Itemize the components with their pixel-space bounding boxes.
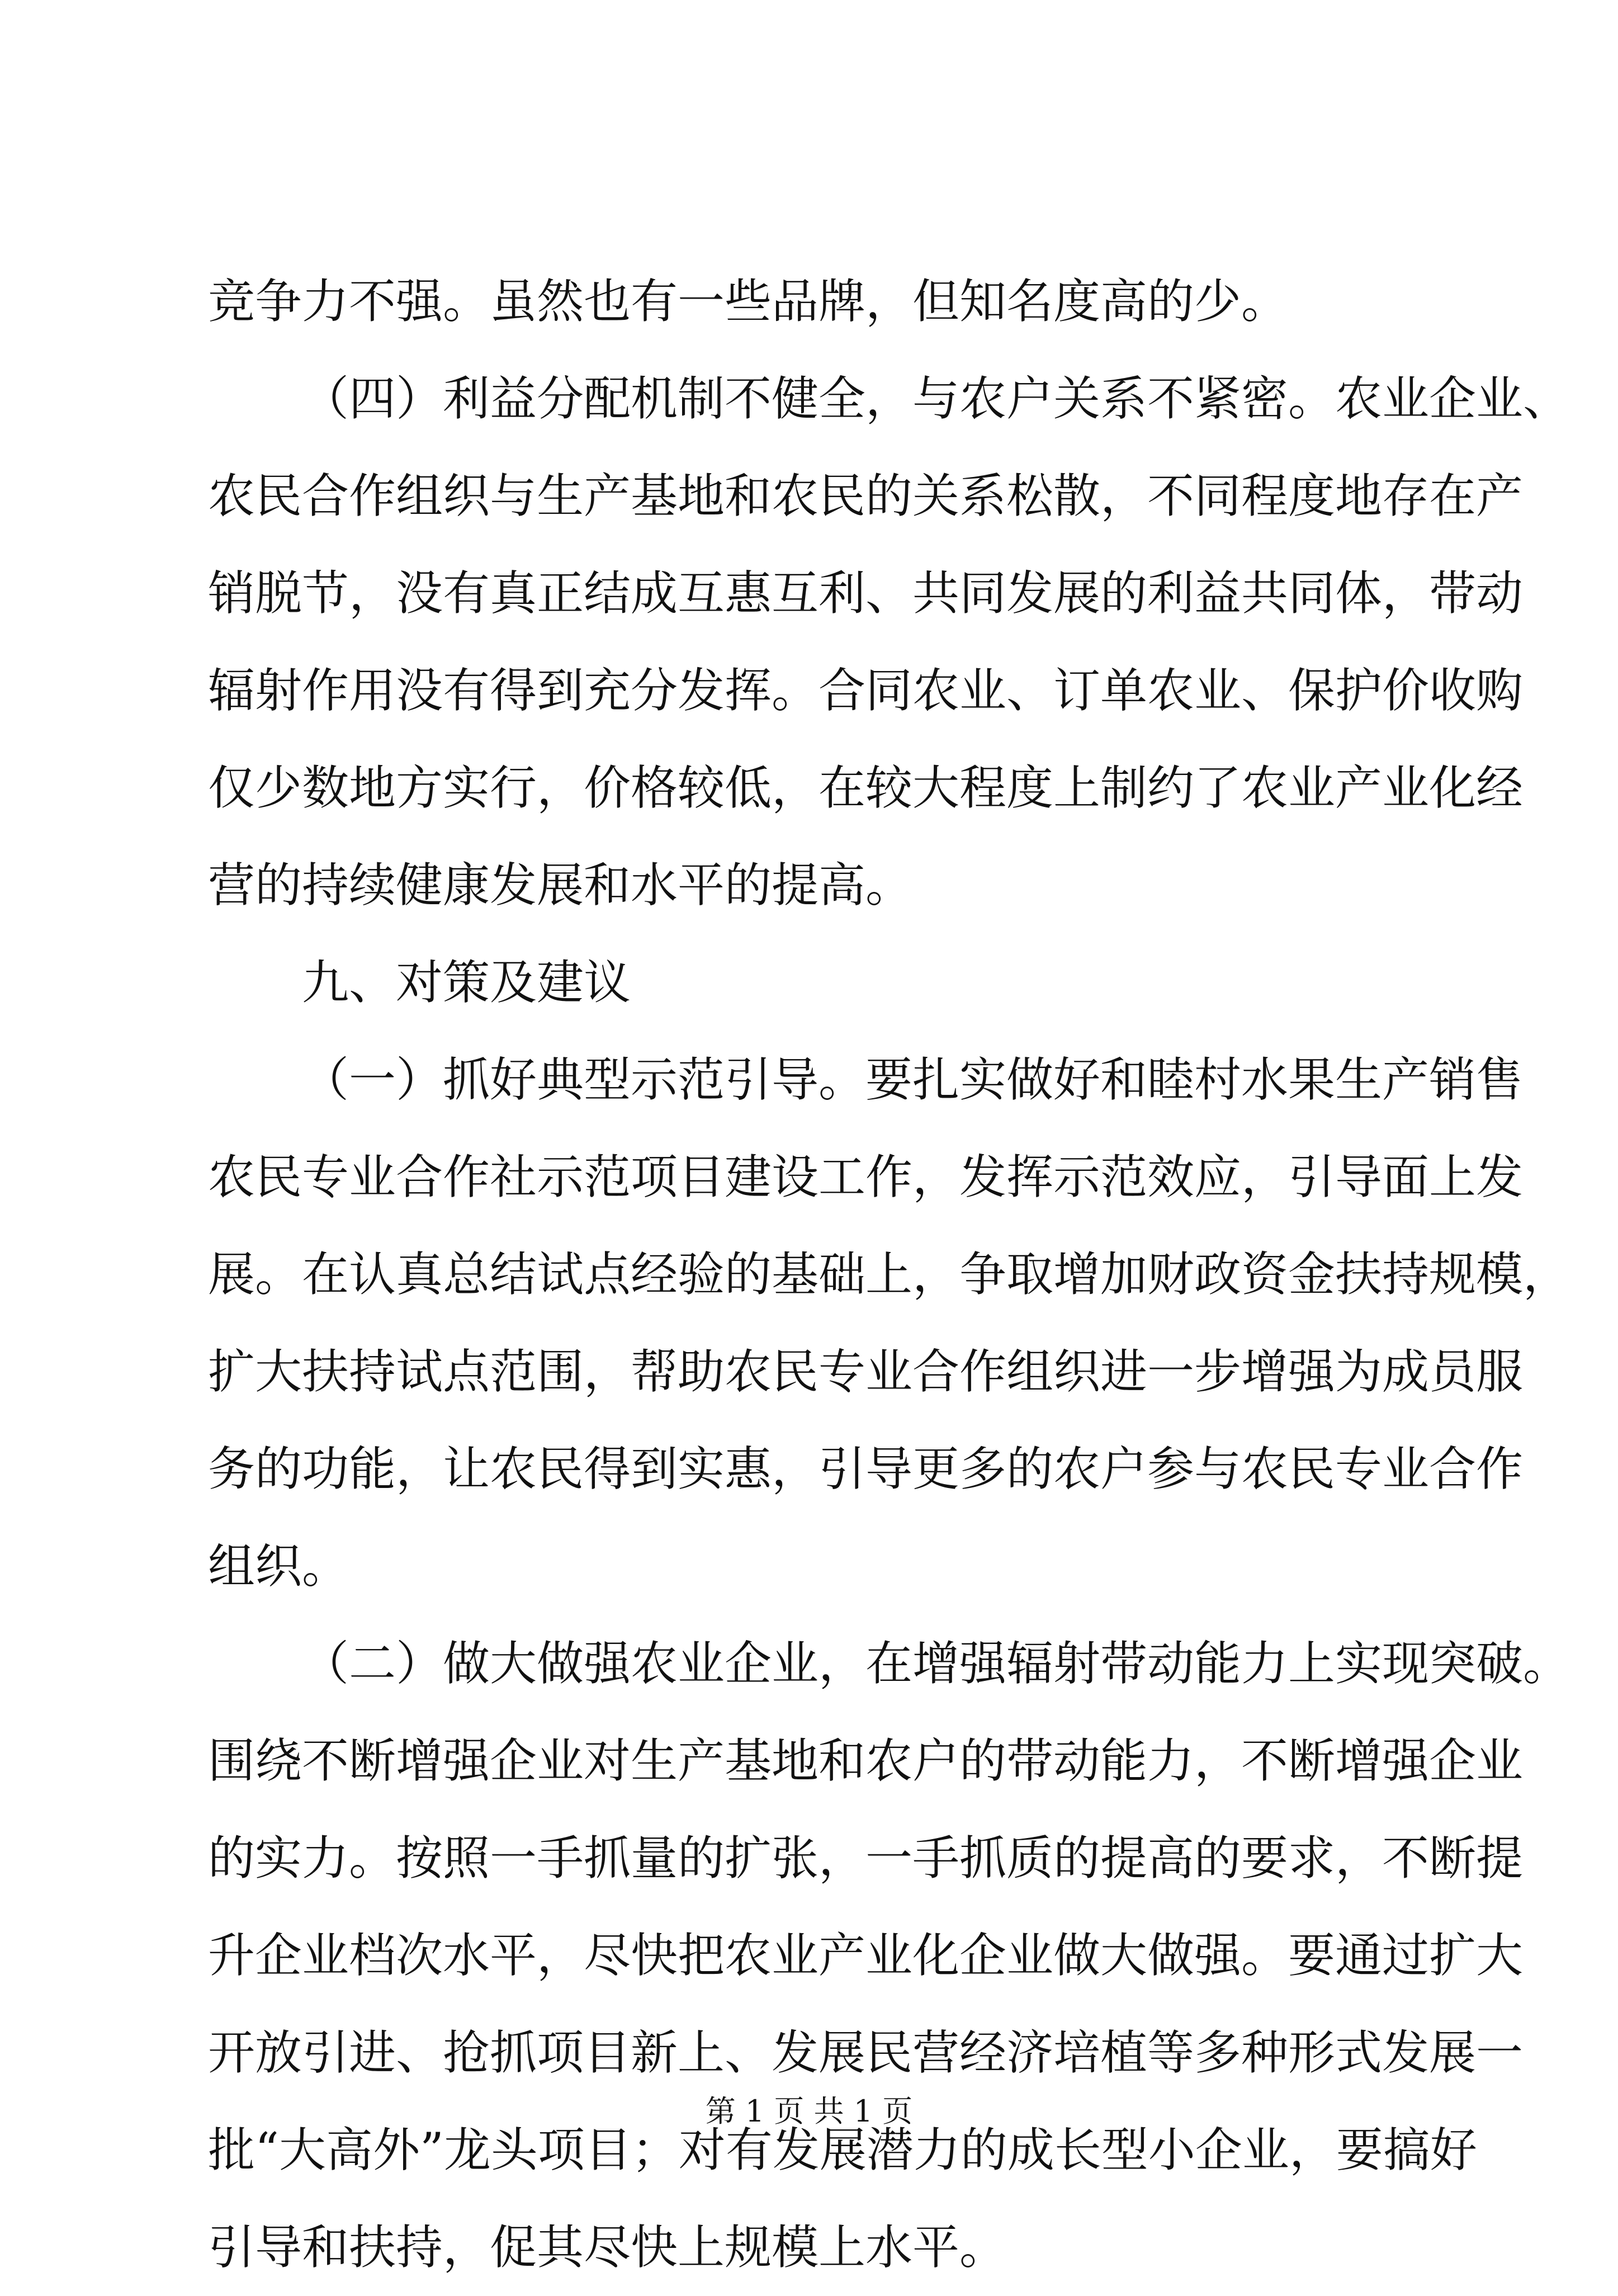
text-line: 组织。 xyxy=(208,1539,349,1594)
text-line: 仅少数地方实行，价格较低，在较大程度上制约了农业产业化经 xyxy=(208,760,1524,815)
text-line: 展。在认真总结试点经验的基础上，争取增加财政资金扶持规模， xyxy=(208,1247,1570,1302)
text-line: 辐射作用没有得到充分发挥。合同农业、订单农业、保护价收购 xyxy=(208,663,1524,718)
text-line: 农民专业合作社示范项目建设工作，发挥示范效应，引导面上发 xyxy=(208,1150,1524,1204)
text-line: 的实力。按照一手抓量的扩张，一手抓质的提高的要求，不断提 xyxy=(208,1831,1524,1886)
paragraph-heading-1: （一）抓好典型示范引导。要扎实做好和睦村水果生产销售 xyxy=(302,1052,1524,1107)
page-number-footer: 第 1 页 共 1 页 xyxy=(705,2094,913,2129)
text-line: 批“大高外”龙头项目；对有发展潜力的成长型小企业，要搞好 xyxy=(208,2123,1477,2177)
text-line: 围绕不断增强企业对生产基地和农户的带动能力，不断增强企业 xyxy=(208,1733,1524,1788)
section-heading: 九、对策及建议 xyxy=(302,955,631,1010)
text-line: 务的功能，让农民得到实惠，引导更多的农户参与农民专业合作 xyxy=(208,1442,1524,1496)
text-line: 扩大扶持试点范围，帮助农民专业合作组织进一步增强为成员服 xyxy=(208,1344,1524,1399)
text-line: 农民合作组织与生产基地和农民的关系松散，不同程度地存在产 xyxy=(208,469,1524,523)
body-text xyxy=(208,253,1570,2296)
paragraph-heading-2: （二）做大做强农业企业，在增强辐射带动能力上实现突破。 xyxy=(302,1636,1570,1691)
text-line: 引导和扶持，促其尽快上规模上水平。 xyxy=(208,2220,1007,2275)
paragraph-heading-4: （四）利益分配机制不健全，与农户关系不紧密。农业企业、 xyxy=(302,371,1570,426)
text-line: 竞争力不强。虽然也有一些品牌，但知名度高的少。 xyxy=(208,274,1289,329)
text-line: 开放引进、抢抓项目新上、发展民营经济培植等多种形式发展一 xyxy=(208,2025,1524,2080)
text-line: 销脱节，没有真正结成互惠互利、共同发展的利益共同体，带动 xyxy=(208,566,1524,621)
text-line: 营的持续健康发展和水平的提高。 xyxy=(208,858,913,913)
text-line: 升企业档次水平，尽快把农业产业化企业做大做强。要通过扩大 xyxy=(208,1928,1524,1983)
